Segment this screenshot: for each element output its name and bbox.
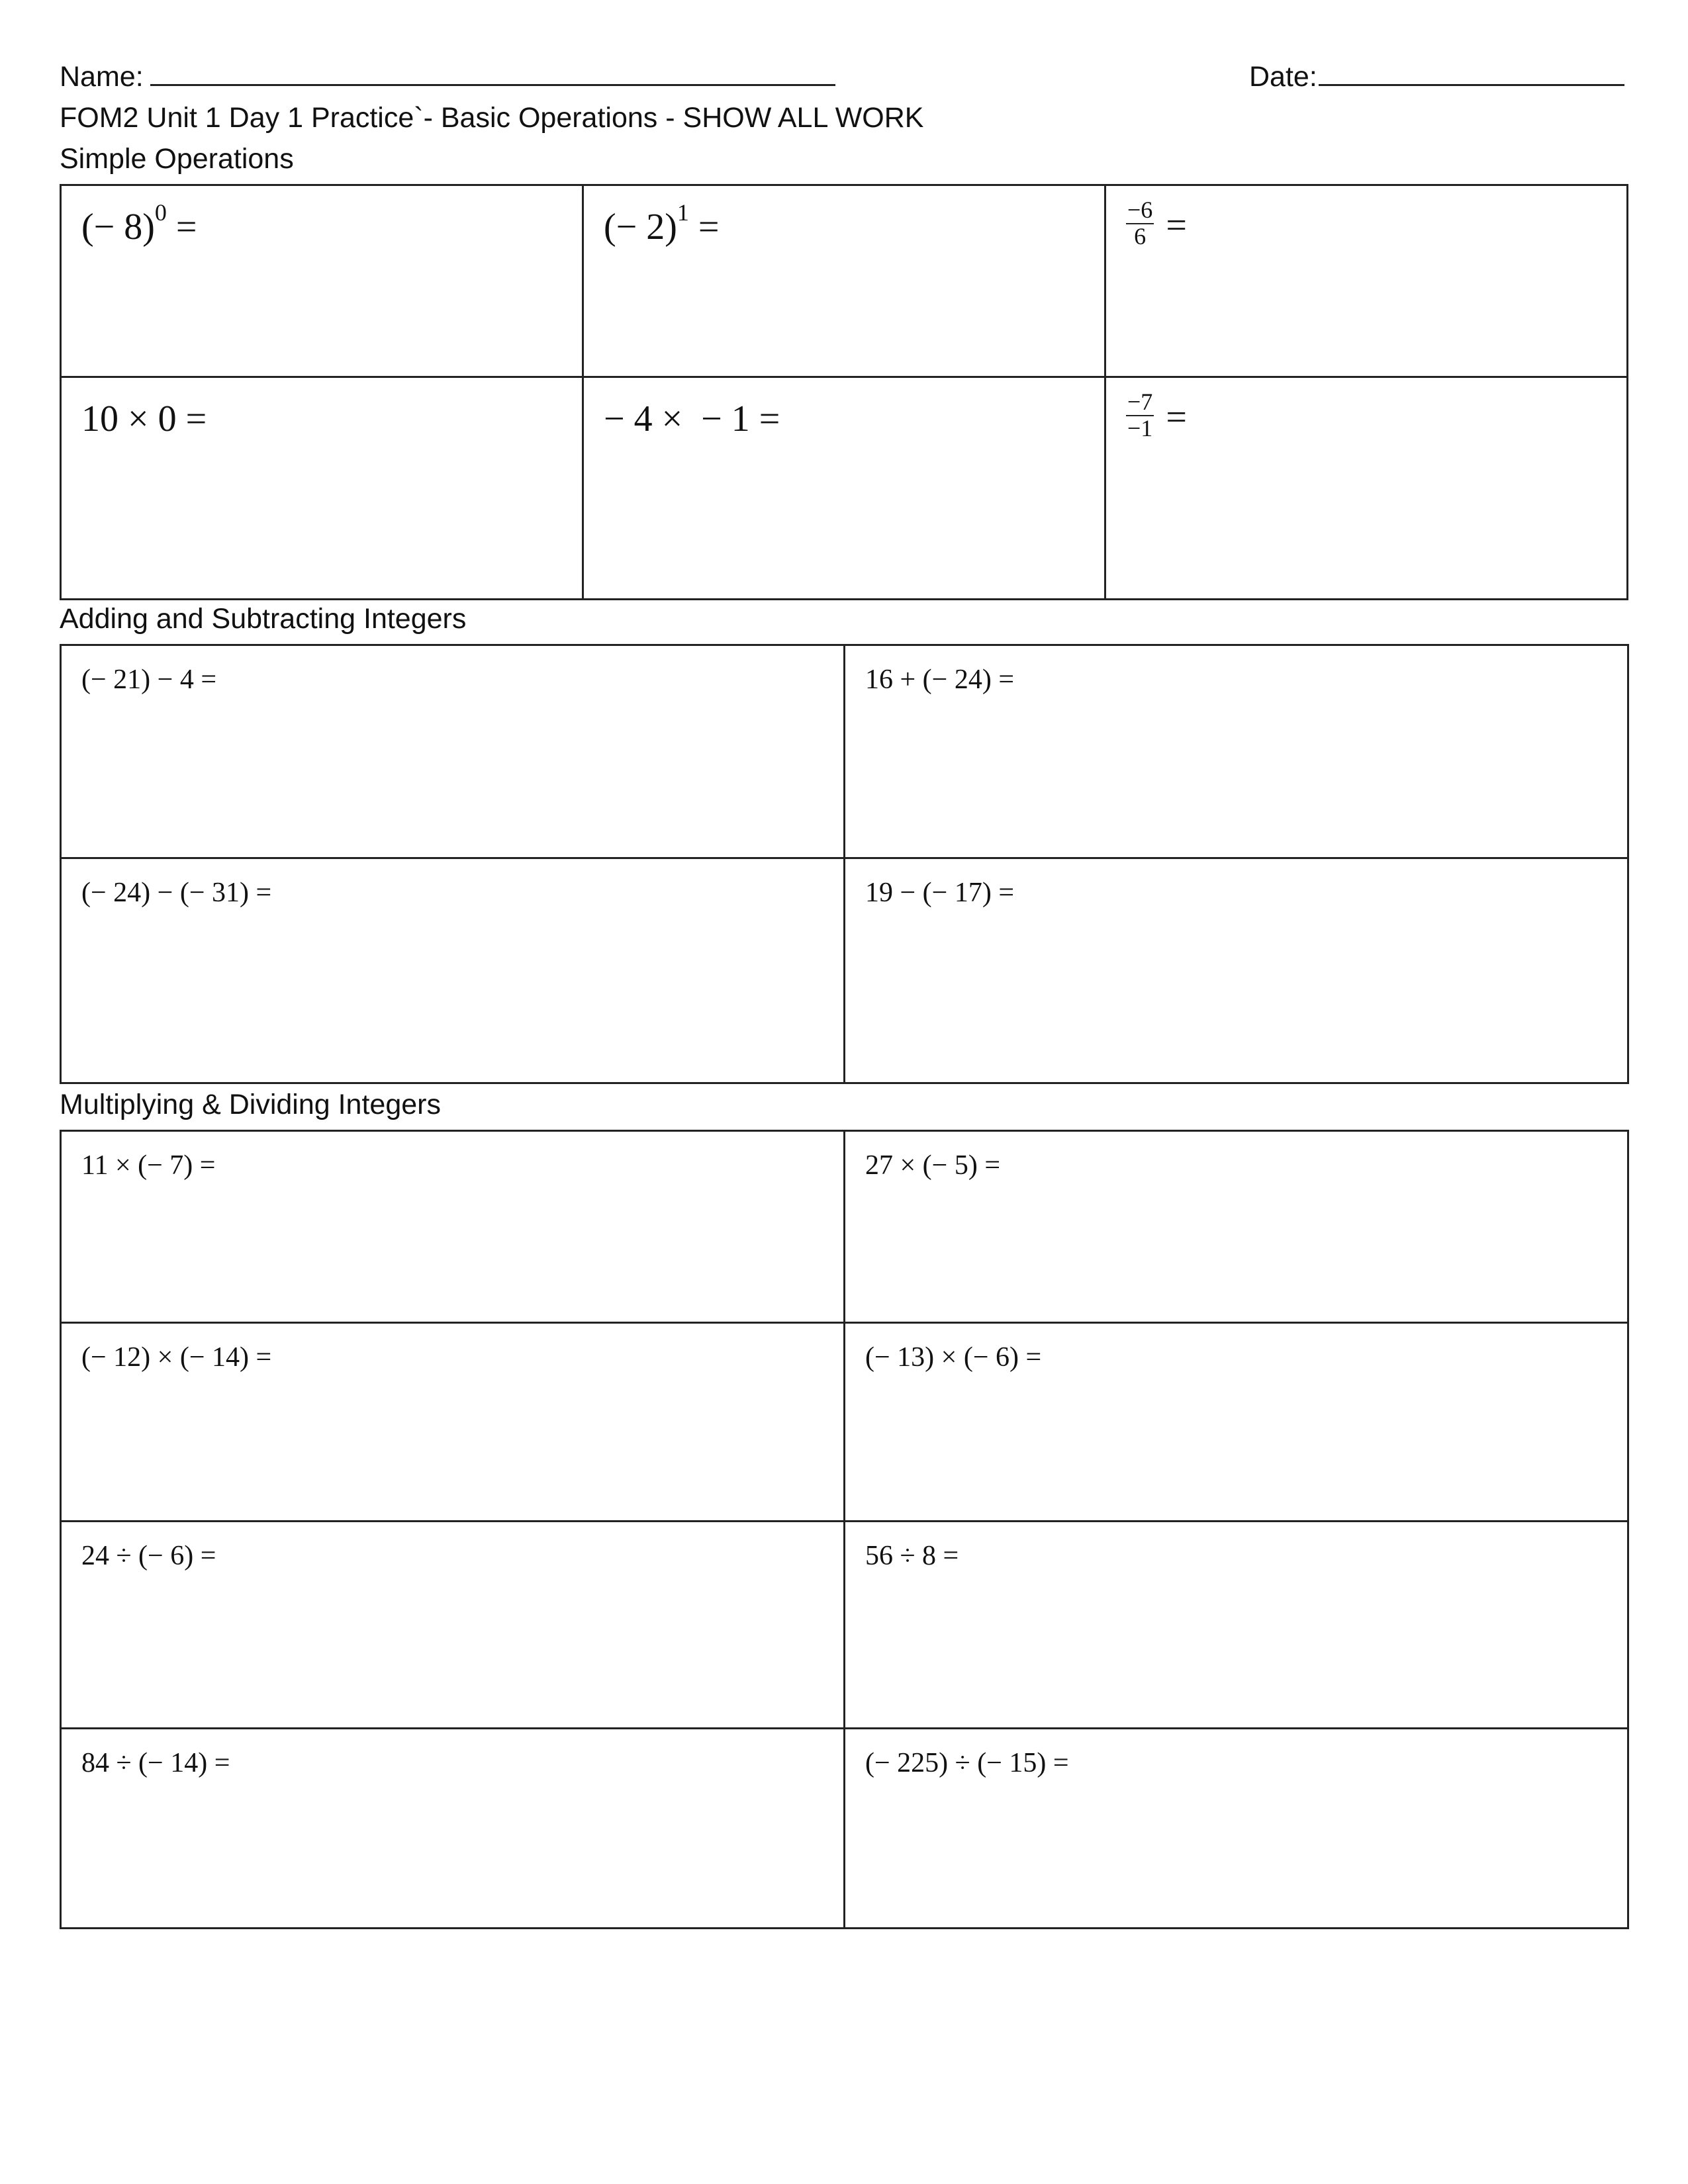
fraction: $\frac{-7}{-1}$ [1127, 388, 1153, 441]
problem-cell[interactable] [61, 377, 583, 600]
worksheet-title: FOM2 Unit 1 Day 1 Practice`- Basic Operations - SHOW ALL WORK [60, 102, 924, 134]
problem-text: (− 21) − 4 = [81, 664, 217, 695]
section-label-multiplying-dividing: Multiplying & Dividing Integers [60, 1089, 441, 1120]
problem-cell[interactable] [1105, 377, 1628, 600]
problem-cell[interactable] [61, 1131, 845, 1323]
problem-cell[interactable] [845, 1131, 1628, 1323]
problem-text: (− 225) ÷ (− 15) = [865, 1748, 1069, 1778]
problem-cell[interactable] [61, 1323, 845, 1522]
problem-cell[interactable] [845, 1729, 1628, 1929]
problem-text: 27 × (− 5) = [865, 1150, 1001, 1181]
multiplying-dividing-table [60, 1130, 1629, 1929]
problem-text: (− 24) − (− 31) = [81, 878, 272, 908]
problem-cell[interactable] [845, 1522, 1628, 1729]
problem-text: 16 + (− 24) = [865, 664, 1015, 695]
problem-cell[interactable] [845, 645, 1628, 858]
problem-text: (− 13) × (− 6) = [865, 1342, 1042, 1373]
problem-text: 56 ÷ 8 = [865, 1541, 959, 1571]
problem-cell[interactable] [61, 645, 845, 858]
problem-text: (− 2)$^1$ = [604, 199, 720, 248]
name-blank[interactable] [150, 83, 835, 86]
problem-cell[interactable] [61, 858, 845, 1083]
problem-text: 19 − (− 17) = [865, 878, 1015, 908]
problem-cell[interactable] [61, 1522, 845, 1729]
problem-cell[interactable] [61, 185, 583, 377]
problem-text: 24 ÷ (− 6) = [81, 1541, 216, 1571]
problem-cell[interactable] [61, 1729, 845, 1929]
problem-text: $\frac{-7}{-1}$ = [1127, 388, 1187, 441]
problem-cell[interactable] [583, 185, 1105, 377]
problem-cell[interactable] [583, 377, 1105, 600]
section-label-adding-subtracting: Adding and Subtracting Integers [60, 603, 467, 635]
problem-cell[interactable] [845, 1323, 1628, 1522]
simple-operations-table [60, 184, 1628, 600]
date-field[interactable] [1249, 63, 1624, 91]
problem-text: $\frac{-6}{6}$ = [1127, 197, 1187, 250]
problem-cell[interactable] [1105, 185, 1628, 377]
problem-text: − 4 × − 1 = [604, 398, 780, 439]
problem-text: 11 × (− 7) = [81, 1150, 216, 1181]
name-label: Name: [60, 61, 144, 93]
date-label: Date: [1249, 61, 1317, 93]
section-label-simple-operations: Simple Operations [60, 143, 294, 175]
adding-subtracting-table [60, 644, 1629, 1084]
problem-cell[interactable] [845, 858, 1628, 1083]
problem-text: 84 ÷ (− 14) = [81, 1748, 230, 1778]
problem-text: (− 8)$^0$ = [81, 199, 197, 248]
name-field[interactable] [60, 63, 835, 91]
date-blank[interactable] [1319, 83, 1624, 86]
fraction: $\frac{-6}{6}$ [1127, 197, 1153, 250]
problem-text: (− 12) × (− 14) = [81, 1342, 272, 1373]
problem-text: 10 × 0 = [81, 398, 207, 439]
